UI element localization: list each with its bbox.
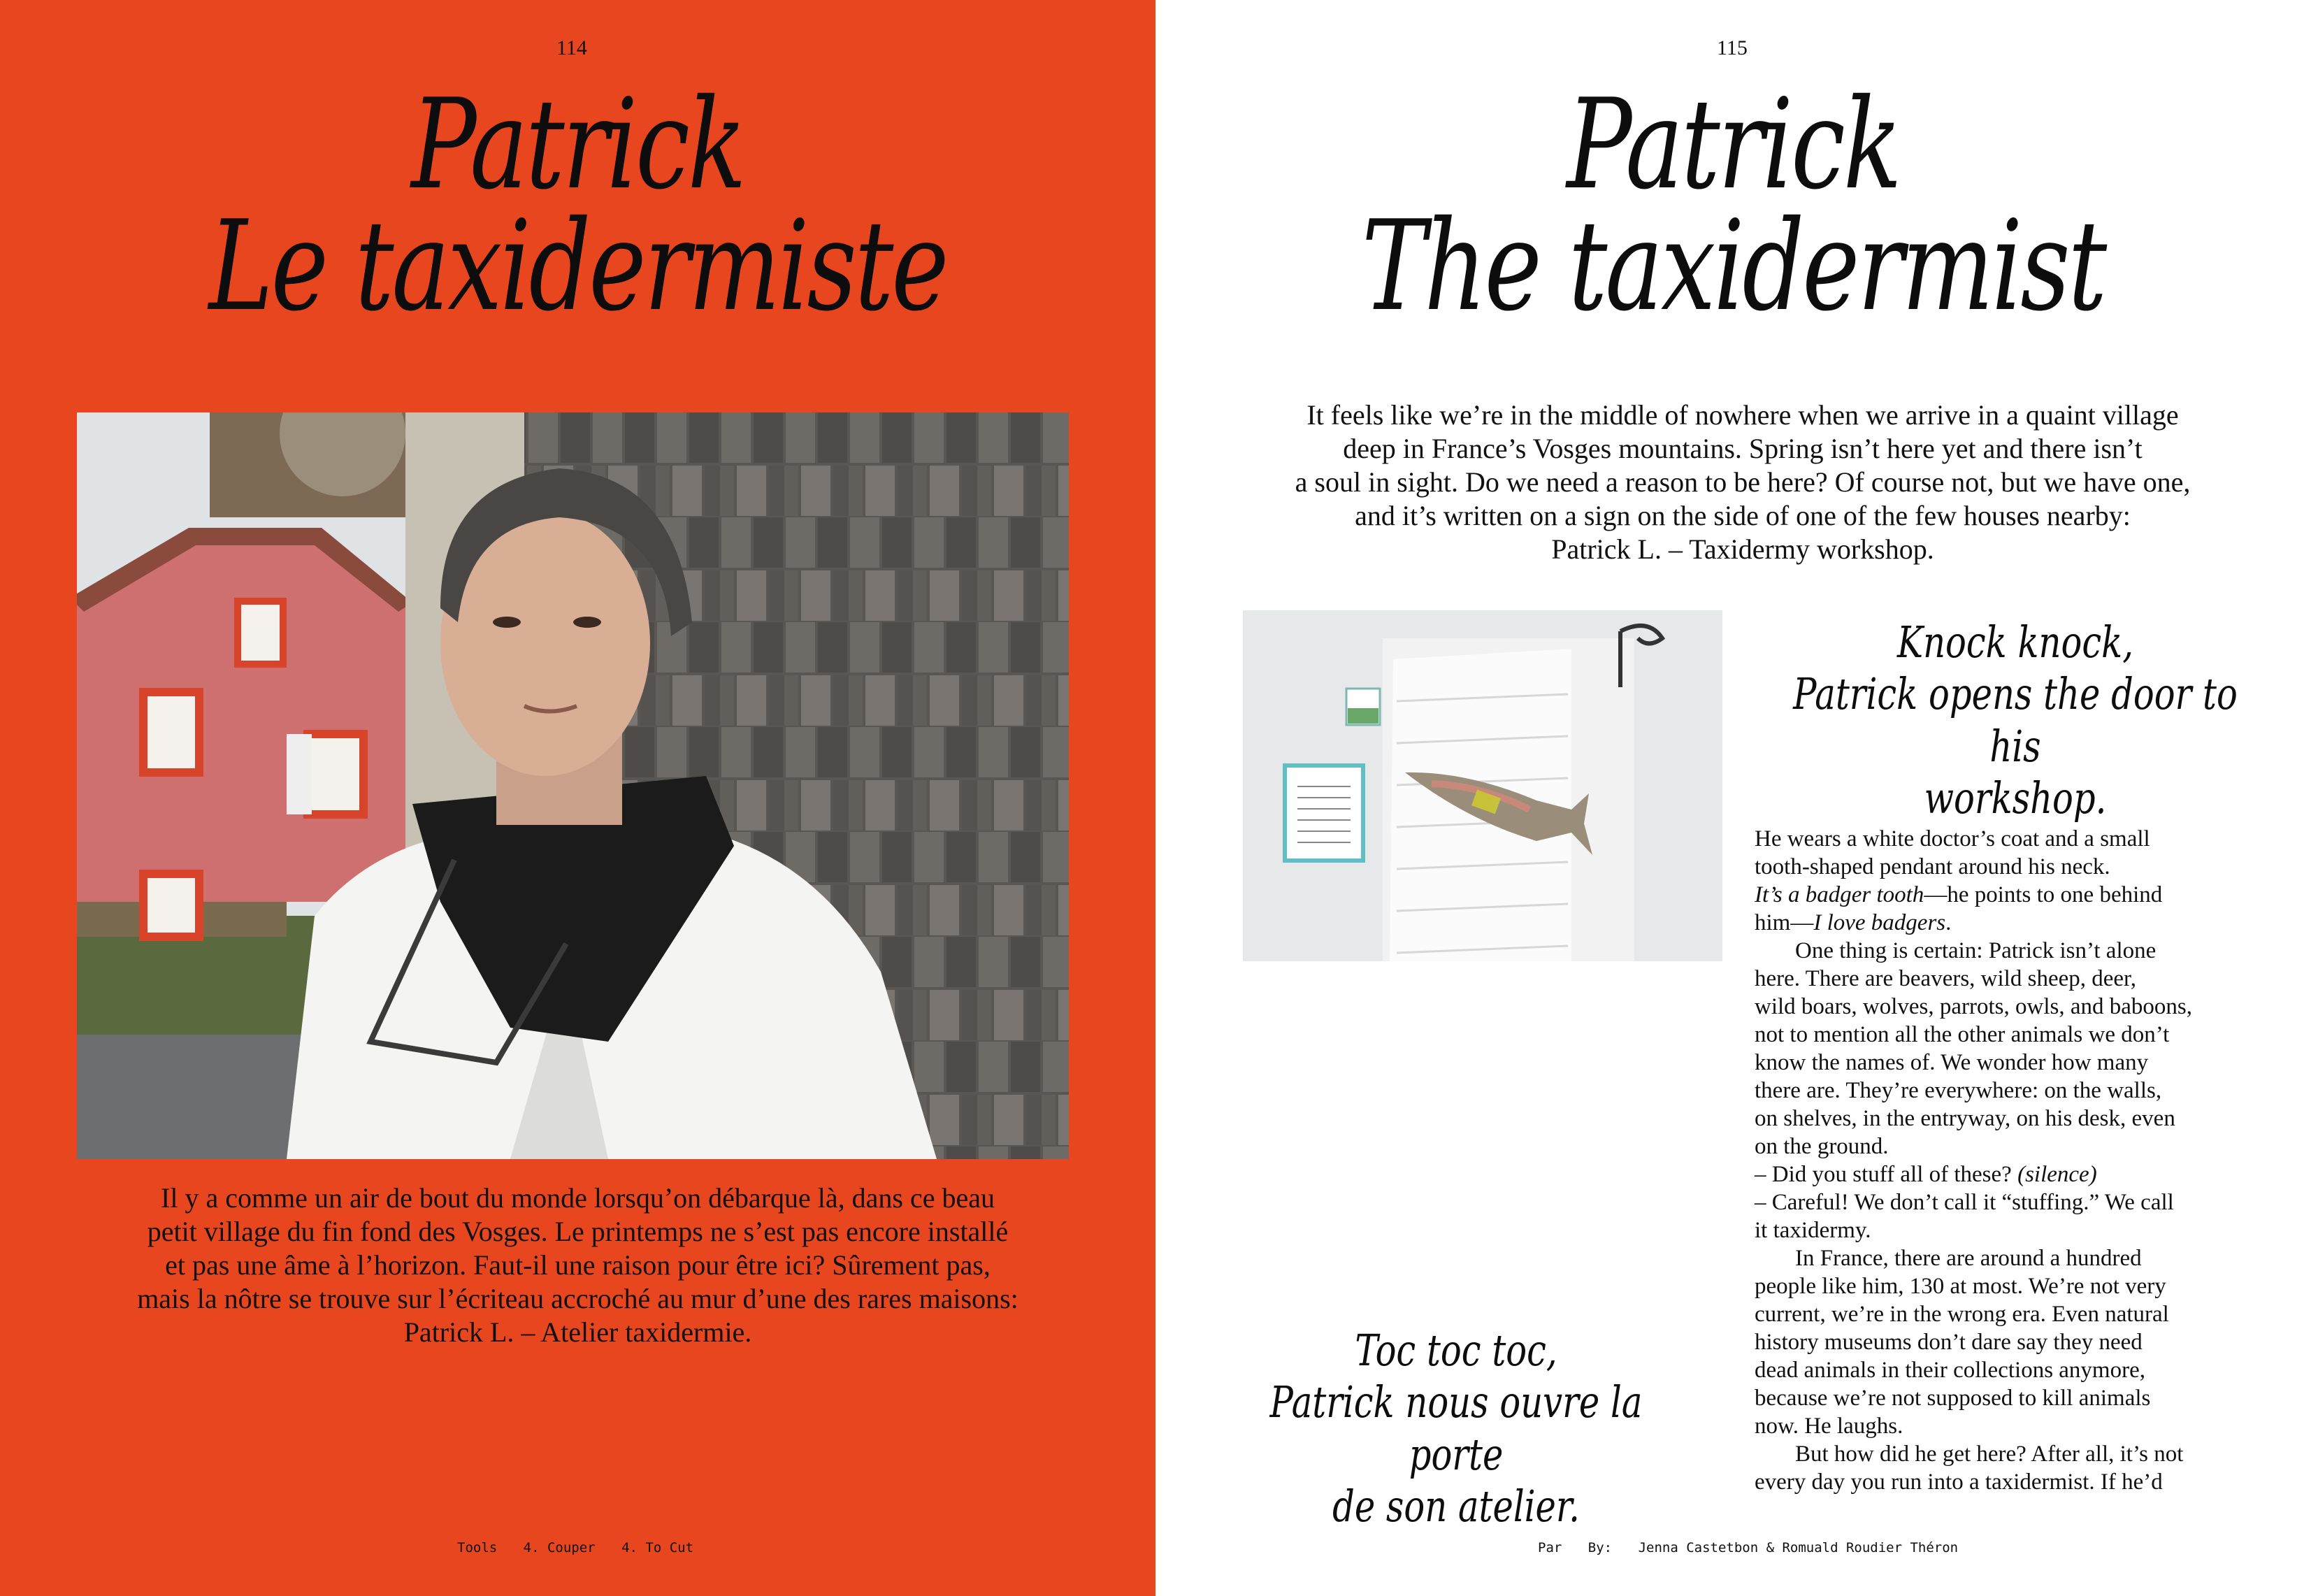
intro-line: deep in France’s Vosges mountains. Spring isn’t here yet and there isn’t [1343, 433, 2143, 464]
body-text: – Did you stuff all of these? [1755, 1162, 2018, 1187]
italic-quote: It’s a badger tooth [1755, 882, 1924, 907]
body-text: —he points to one behind [1924, 882, 2163, 907]
footer-item: 4. To Cut [621, 1540, 694, 1555]
footer-item: Tools [457, 1540, 498, 1555]
footer-item: By: [1588, 1540, 1613, 1555]
body-text: . [1945, 910, 1952, 935]
body-line: dead animals in their collections anymore, [1755, 1358, 2145, 1383]
body-line: tooth-shaped pendant around his neck. [1755, 854, 2110, 879]
article-body [1755, 825, 2258, 1496]
body-line: wild boars, wolves, parrots, owls, and baboons, [1755, 994, 2193, 1019]
portrait-illustration [77, 412, 1069, 1159]
body-line: because we’re not supposed to kill animals [1755, 1386, 2151, 1411]
page-title-french [127, 72, 1028, 339]
body-line: now. He laughs. [1755, 1414, 1903, 1439]
pull-quote-french [1232, 1325, 1680, 1533]
pull-quote-line: Patrick nous ouvre la porte [1269, 1376, 1643, 1480]
body-line: In France, there are around a hundred [1795, 1246, 2142, 1271]
body-line: not to mention all the other animals we don’t [1755, 1022, 2170, 1047]
intro-line: a soul in sight. Do we need a reason to be here? Of course not, but we have one, [1295, 466, 2191, 498]
intro-paragraph-english [1232, 398, 2253, 566]
pull-quote-line: Toc toc toc, [1355, 1325, 1557, 1376]
page-number: 114 [556, 36, 587, 59]
body-line: know the names of. We wonder how many [1755, 1050, 2149, 1075]
body-line: here. There are beavers, wild sheep, deer, [1755, 966, 2136, 991]
right-page [1156, 0, 2311, 1596]
body-line: it taxidermy. [1755, 1218, 1871, 1243]
intro-line: Patrick L. – Atelier taxidermie. [403, 1316, 752, 1348]
door-illustration [1243, 610, 1722, 961]
pull-quote-english [1792, 617, 2239, 825]
section-footer [457, 1540, 712, 1555]
body-line: on the ground. [1755, 1134, 1889, 1159]
page-title-english [1283, 72, 2184, 339]
body-line: One thing is certain: Patrick isn’t alone [1795, 938, 2157, 963]
byline-footer [1538, 1540, 1976, 1555]
pull-quote-line: de son atelier. [1332, 1481, 1580, 1532]
body-line: But how did he get here? After all, it’s not [1795, 1442, 2184, 1467]
title-line: Patrick [411, 72, 744, 217]
footer-item: 4. Couper [523, 1540, 596, 1555]
footer-item: Par [1538, 1540, 1562, 1555]
body-line: history museums don’t dare say they need [1755, 1330, 2143, 1355]
intro-line: Patrick L. – Taxidermy workshop. [1551, 533, 1934, 565]
page-number: 115 [1717, 36, 1748, 59]
intro-paragraph-french [56, 1181, 1100, 1349]
body-line: current, we’re in the wrong era. Even natural [1755, 1302, 2169, 1327]
dialogue-line: – Careful! We don’t call it “stuffing.” We call [1755, 1190, 2174, 1215]
pull-quote-line: Patrick opens the door to his [1793, 668, 2238, 772]
body-line: people like him, 130 at most. We’re not very [1755, 1274, 2166, 1299]
pull-quote-line: workshop. [1924, 772, 2107, 824]
intro-line: Il y a comme un air de bout du monde lorsqu’on débarque là, dans ce beau [161, 1182, 995, 1214]
footer-item: Jenna Castetbon & Romuald Roudier Théron [1638, 1540, 1959, 1555]
intro-line: It feels like we’re in the middle of nowhere when we arrive in a quaint village [1306, 399, 2179, 431]
body-line [1755, 909, 2258, 937]
body-text: him— [1755, 910, 1814, 935]
body-line: He wears a white doctor’s coat and a small [1755, 826, 2150, 851]
intro-line: mais la nôtre se trouve sur l’écriteau accroché au mur d’une des rares maisons: [137, 1283, 1018, 1314]
body-line: every day you run into a taxidermist. If he’d [1755, 1469, 2163, 1495]
door-photo [1243, 610, 1722, 961]
pull-quote-line: Knock knock, [1897, 617, 2133, 668]
body-line: there are. They’re everywhere: on the walls, [1755, 1078, 2162, 1103]
italic-aside: (silence) [2017, 1162, 2097, 1187]
intro-line: and it’s written on a sign on the side of one of the few houses nearby: [1355, 500, 2131, 531]
intro-line: petit village du fin fond des Vosges. Le printemps ne s’est pas encore installé [147, 1216, 1009, 1247]
title-line: Patrick [1567, 72, 1900, 217]
dialogue-line [1755, 1160, 2258, 1188]
title-line: The taxidermist [1361, 194, 2105, 339]
title-line: Le taxidermiste [208, 194, 947, 339]
body-line: on shelves, in the entryway, on his desk, even [1755, 1106, 2175, 1131]
italic-quote: I love badgers [1813, 910, 1946, 935]
intro-line: et pas une âme à l’horizon. Faut-il une raison pour être ici? Sûrement pas, [165, 1249, 991, 1281]
portrait-photo [77, 412, 1069, 1159]
body-line [1755, 881, 2258, 909]
